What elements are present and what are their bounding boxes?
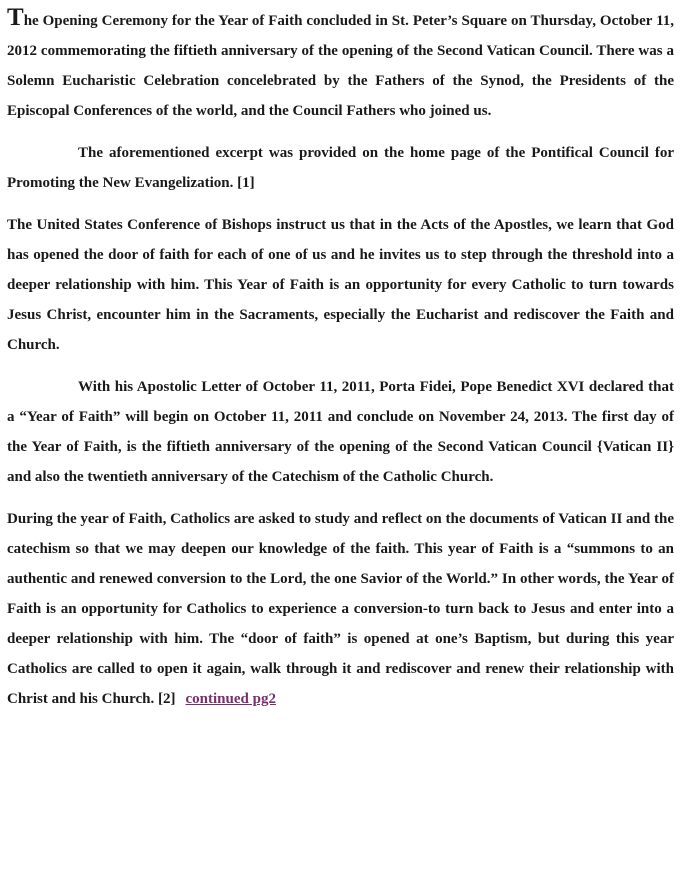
- paragraph-year-of-faith-study: [7, 504, 674, 714]
- paragraph-opening-ceremony: [7, 6, 674, 126]
- continued-page-2-link[interactable]: continued pg2: [185, 691, 276, 707]
- paragraph-year-of-faith-study-text: During the year of Faith, Catholics are asked to study and reflect on the documents of Vatican II and the catechism so that we may deepen our knowledge of the faith. This year of Faith is a “summons to an authentic and renewed conversion to the Lord, the one Savior of the World.” In other words, the Year of Faith is an opportunity for Catholics to experience a conversion-to turn back to Jesus and enter into a deeper relationship with him. The “door of faith” is opened at one’s Baptism, but during this year Catholics are called to open it again, walk through it and rediscover and renew their relationship with Christ and his Church. [2]: [7, 511, 674, 707]
- paragraph-porta-fidei: With his Apostolic Letter of October 11, 2011, Porta Fidei, Pope Benedict XVI declared that a “Year of Faith” will begin on October 11, 2011 and conclude on November 24, 2013. The first day of the Year of Faith, is the fiftieth anniversary of the opening of the Second Vatican Council {Vatican II} and also the twentieth anniversary of the Catechism of the Catholic Church.: [7, 379, 674, 485]
- paragraph-bishops-instruction: The United States Conference of Bishops instruct us that in the Acts of the Apostles, we learn that God has opened the door of faith for each of one of us and he invites us to step through the threshold into a deeper relationship with him. This Year of Faith is an opportunity for every Catholic to turn towards Jesus Christ, encounter him in the Sacraments, especially the Eucharist and rediscover the Faith and Church.: [7, 217, 674, 353]
- article-body: [7, 6, 674, 726]
- paragraph-opening-ceremony-text: he Opening Ceremony for the Year of Faith concluded in St. Peter’s Square on Thursday, October 11, 2012 commemorating the fiftieth anniversary of the opening of the Second Vatican Council. There was a Solemn Eucharistic Celebration concelebrated by the Fathers of the Synod, the Presidents of the Episcopal Conferences of the world, and the Council Fathers who joined us.: [7, 13, 674, 119]
- paragraph-excerpt-source: The aforementioned excerpt was provided on the home page of the Pontifical Council for Promoting the New Evangelization. [1]: [7, 145, 674, 191]
- drop-cap: T: [7, 4, 24, 31]
